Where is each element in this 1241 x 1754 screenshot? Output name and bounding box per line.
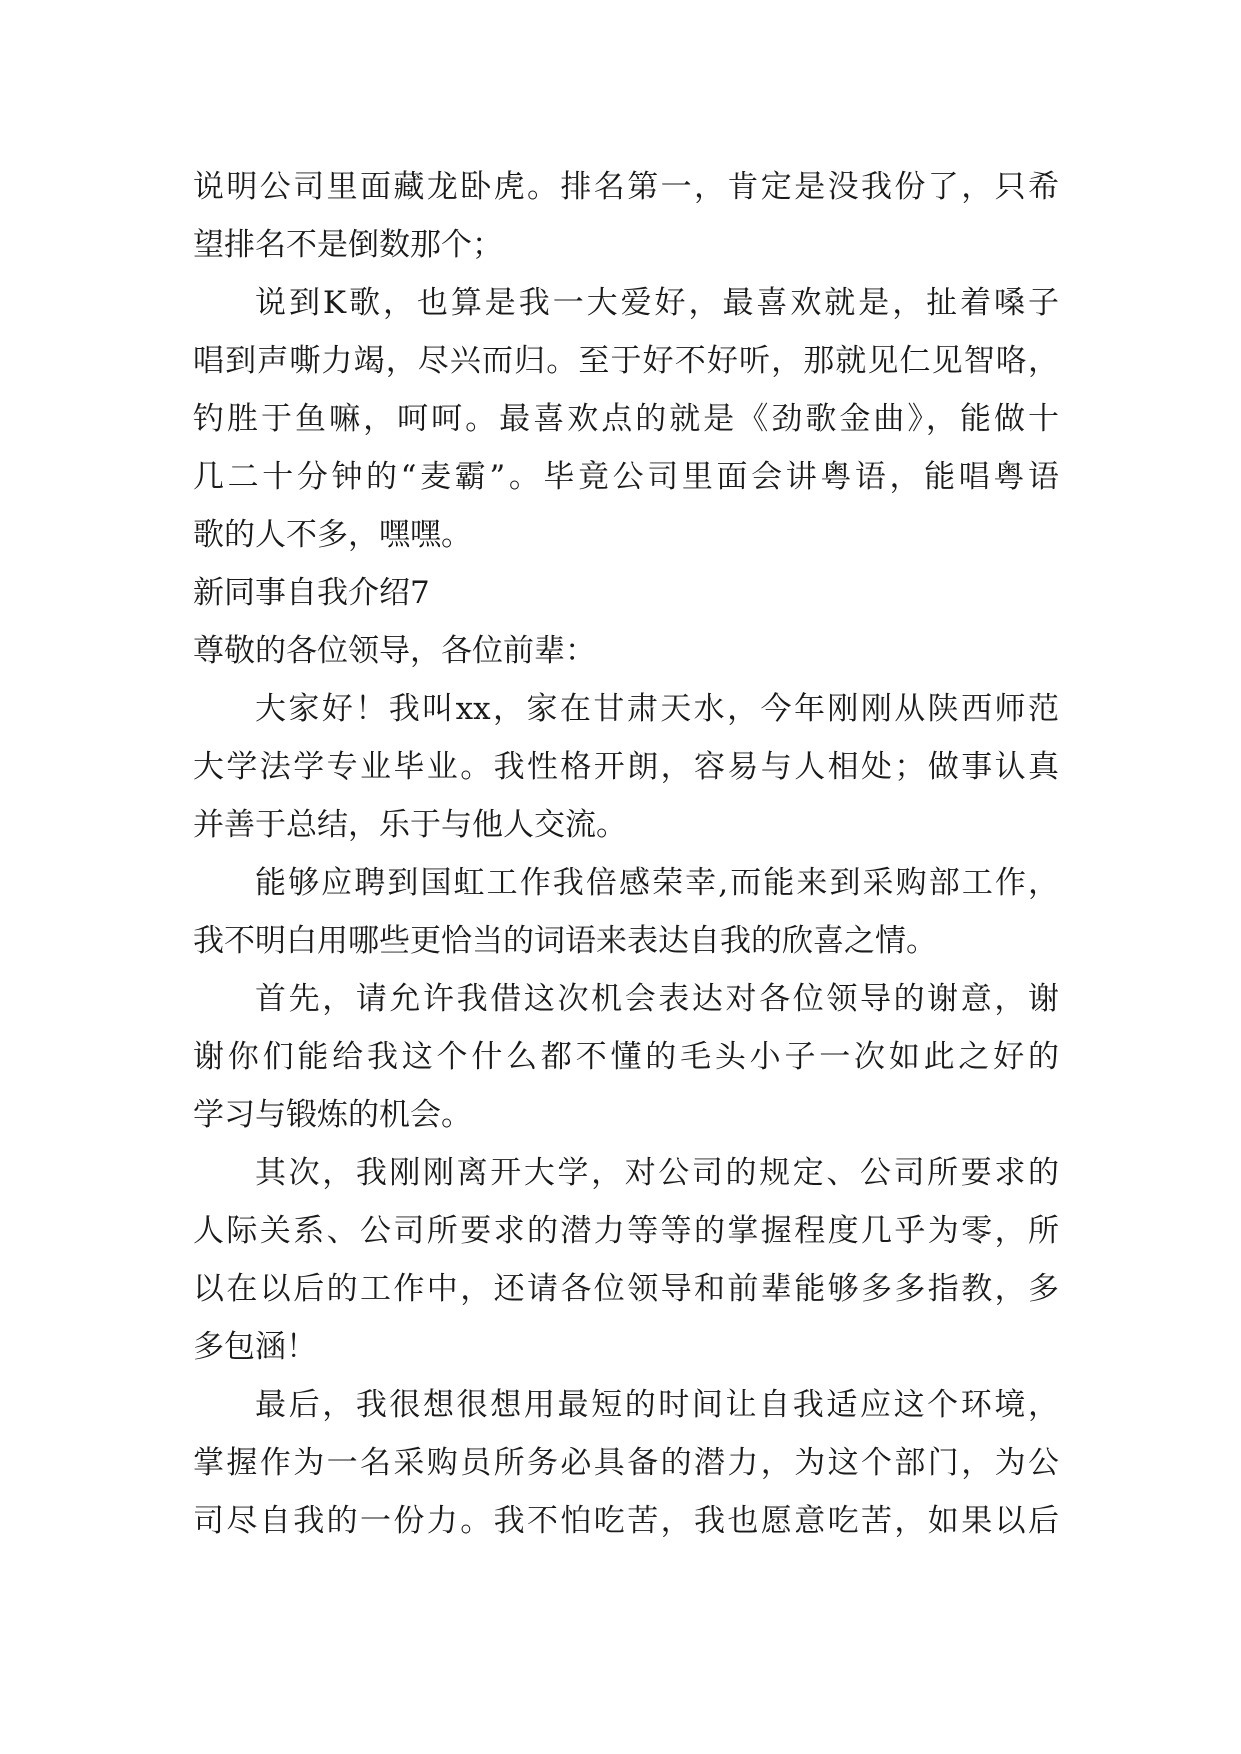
- text-line: 大家好！我叫xx，家在甘肃天水，今年刚刚从陕西师范: [255, 691, 1059, 727]
- text-line: 人际关系、公司所要求的潜力等等的掌握程度几乎为零，所: [193, 1213, 1059, 1249]
- text-line: 几二十分钟的“麦霸”。毕竟公司里面会讲粤语，能唱粤语: [193, 459, 1059, 495]
- text-line: 学习与锻炼的机会。: [193, 1097, 472, 1133]
- text-line: 最后，我很想很想用最短的时间让自我适应这个环境，: [255, 1387, 1059, 1423]
- text-line: 说明公司里面藏龙卧虎。排名第一，肯定是没我份了，只希: [193, 169, 1059, 205]
- text-line: 掌握作为一名采购员所务必具备的潜力，为这个部门，为公: [193, 1445, 1059, 1481]
- text-line: 歌的人不多，嘿嘿。: [193, 517, 472, 553]
- text-line: 其次，我刚刚离开大学，对公司的规定、公司所要求的: [255, 1155, 1059, 1191]
- text-line: 司尽自我的一份力。我不怕吃苦，我也愿意吃苦，如果以后: [193, 1503, 1059, 1539]
- text-line: 大学法学专业毕业。我性格开朗，容易与人相处；做事认真: [193, 749, 1059, 785]
- section-heading: 新同事自我介绍7: [193, 575, 430, 611]
- salutation: 尊敬的各位领导，各位前辈：: [193, 633, 596, 669]
- text-line: 望排名不是倒数那个；: [193, 227, 503, 263]
- text-line: 能够应聘到国虹工作我倍感荣幸,而能来到采购部工作，: [255, 865, 1059, 901]
- text-line: 并善于总结，乐于与他人交流。: [193, 807, 627, 843]
- text-line: 我不明白用哪些更恰当的词语来表达自我的欣喜之情。: [193, 923, 937, 959]
- text-line: 说到K歌，也算是我一大爱好，最喜欢就是，扯着嗓子: [255, 285, 1059, 321]
- text-line: 谢你们能给我这个什么都不懂的毛头小子一次如此之好的: [193, 1039, 1059, 1075]
- text-line: 钓胜于鱼嘛，呵呵。最喜欢点的就是《劲歌金曲》，能做十: [193, 401, 1059, 437]
- text-line: 多包涵！: [193, 1329, 317, 1365]
- text-line: 以在以后的工作中，还请各位领导和前辈能够多多指教，多: [193, 1271, 1059, 1307]
- text-line: 唱到声嘶力竭，尽兴而归。至于好不好听，那就见仁见智咯，: [193, 343, 1059, 379]
- text-line: 首先，请允许我借这次机会表达对各位领导的谢意，谢: [255, 981, 1059, 1017]
